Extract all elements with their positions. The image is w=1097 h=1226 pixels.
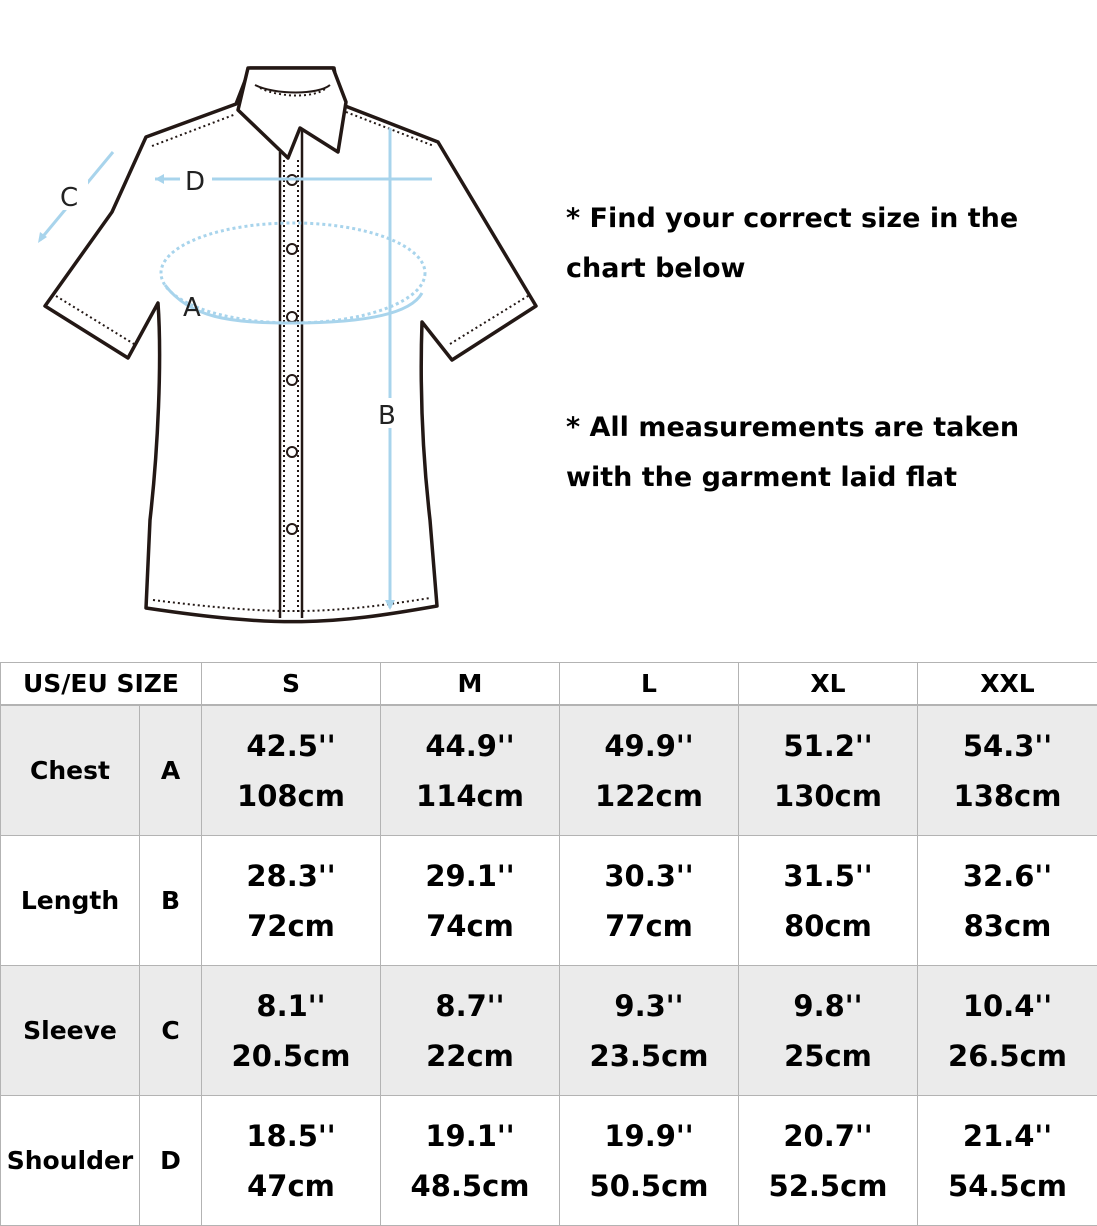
size-header-s: S — [202, 663, 381, 706]
size-header-label: US/EU SIZE — [1, 663, 202, 706]
table-cell — [381, 966, 560, 1096]
measurement-code: C — [140, 966, 202, 1096]
value-inches: 49.9'' — [560, 721, 738, 771]
value-inches: 9.8'' — [739, 981, 917, 1031]
value-inches: 54.3'' — [918, 721, 1097, 771]
note-find-size: * Find your correct size in the chart below — [566, 194, 1094, 294]
size-header-l: L — [560, 663, 739, 706]
value-inches: 28.3'' — [202, 851, 380, 901]
value-cm: 72cm — [202, 901, 380, 951]
size-header-m: M — [381, 663, 560, 706]
value-inches: 29.1'' — [381, 851, 559, 901]
table-cell — [739, 966, 918, 1096]
value-inches: 9.3'' — [560, 981, 738, 1031]
table-cell — [918, 836, 1097, 966]
value-inches: 31.5'' — [739, 851, 917, 901]
value-cm: 48.5cm — [381, 1161, 559, 1211]
size-chart-table — [0, 662, 1097, 1226]
label-a: A — [183, 293, 201, 323]
value-cm: 80cm — [739, 901, 917, 951]
shirt-diagram — [0, 0, 560, 640]
value-inches: 44.9'' — [381, 721, 559, 771]
measurement-name: Sleeve — [1, 966, 140, 1096]
table-cell — [560, 1096, 739, 1226]
value-cm: 114cm — [381, 771, 559, 821]
table-cell — [918, 966, 1097, 1096]
value-cm: 25cm — [739, 1031, 917, 1081]
table-cell — [560, 705, 739, 836]
table-cell — [202, 836, 381, 966]
label-d: D — [185, 167, 205, 197]
table-cell — [739, 836, 918, 966]
value-cm: 138cm — [918, 771, 1097, 821]
value-cm: 23.5cm — [560, 1031, 738, 1081]
measurement-name: Chest — [1, 705, 140, 836]
value-cm: 50.5cm — [560, 1161, 738, 1211]
header-row — [1, 663, 1097, 706]
value-cm: 77cm — [560, 901, 738, 951]
value-cm: 108cm — [202, 771, 380, 821]
table-cell — [381, 1096, 560, 1226]
measurement-name: Length — [1, 836, 140, 966]
measurement-code: D — [140, 1096, 202, 1226]
value-inches: 8.7'' — [381, 981, 559, 1031]
table-cell — [918, 705, 1097, 836]
table-cell — [381, 705, 560, 836]
value-cm: 52.5cm — [739, 1161, 917, 1211]
value-inches: 19.1'' — [381, 1111, 559, 1161]
size-table-body — [1, 705, 1097, 1226]
value-inches: 8.1'' — [202, 981, 380, 1031]
table-cell — [739, 1096, 918, 1226]
value-cm: 130cm — [739, 771, 917, 821]
table-cell — [739, 705, 918, 836]
table-cell — [381, 836, 560, 966]
label-b: B — [378, 401, 396, 431]
measurement-name: Shoulder — [1, 1096, 140, 1226]
table-cell — [560, 836, 739, 966]
value-cm: 54.5cm — [918, 1161, 1097, 1211]
measurement-code: B — [140, 836, 202, 966]
value-cm: 83cm — [918, 901, 1097, 951]
value-cm: 20.5cm — [202, 1031, 380, 1081]
value-inches: 30.3'' — [560, 851, 738, 901]
table-row — [1, 966, 1097, 1096]
value-inches: 32.6'' — [918, 851, 1097, 901]
value-inches: 21.4'' — [918, 1111, 1097, 1161]
value-inches: 51.2'' — [739, 721, 917, 771]
size-header-xxl: XXL — [918, 663, 1097, 706]
value-inches: 18.5'' — [202, 1111, 380, 1161]
table-cell — [202, 705, 381, 836]
size-header-xl: XL — [739, 663, 918, 706]
value-inches: 19.9'' — [560, 1111, 738, 1161]
table-row — [1, 705, 1097, 836]
table-row — [1, 1096, 1097, 1226]
table-cell — [918, 1096, 1097, 1226]
measurement-code: A — [140, 705, 202, 836]
value-cm: 74cm — [381, 901, 559, 951]
table-cell — [202, 966, 381, 1096]
value-inches: 10.4'' — [918, 981, 1097, 1031]
table-cell — [202, 1096, 381, 1226]
value-cm: 47cm — [202, 1161, 380, 1211]
value-cm: 122cm — [560, 771, 738, 821]
value-inches: 42.5'' — [202, 721, 380, 771]
shirt-outline — [45, 68, 536, 622]
note-measured-flat: * All measurements are taken with the garment laid flat — [566, 403, 1094, 503]
value-inches: 20.7'' — [739, 1111, 917, 1161]
value-cm: 26.5cm — [918, 1031, 1097, 1081]
table-cell — [560, 966, 739, 1096]
value-cm: 22cm — [381, 1031, 559, 1081]
label-c: C — [60, 183, 78, 213]
table-row — [1, 836, 1097, 966]
